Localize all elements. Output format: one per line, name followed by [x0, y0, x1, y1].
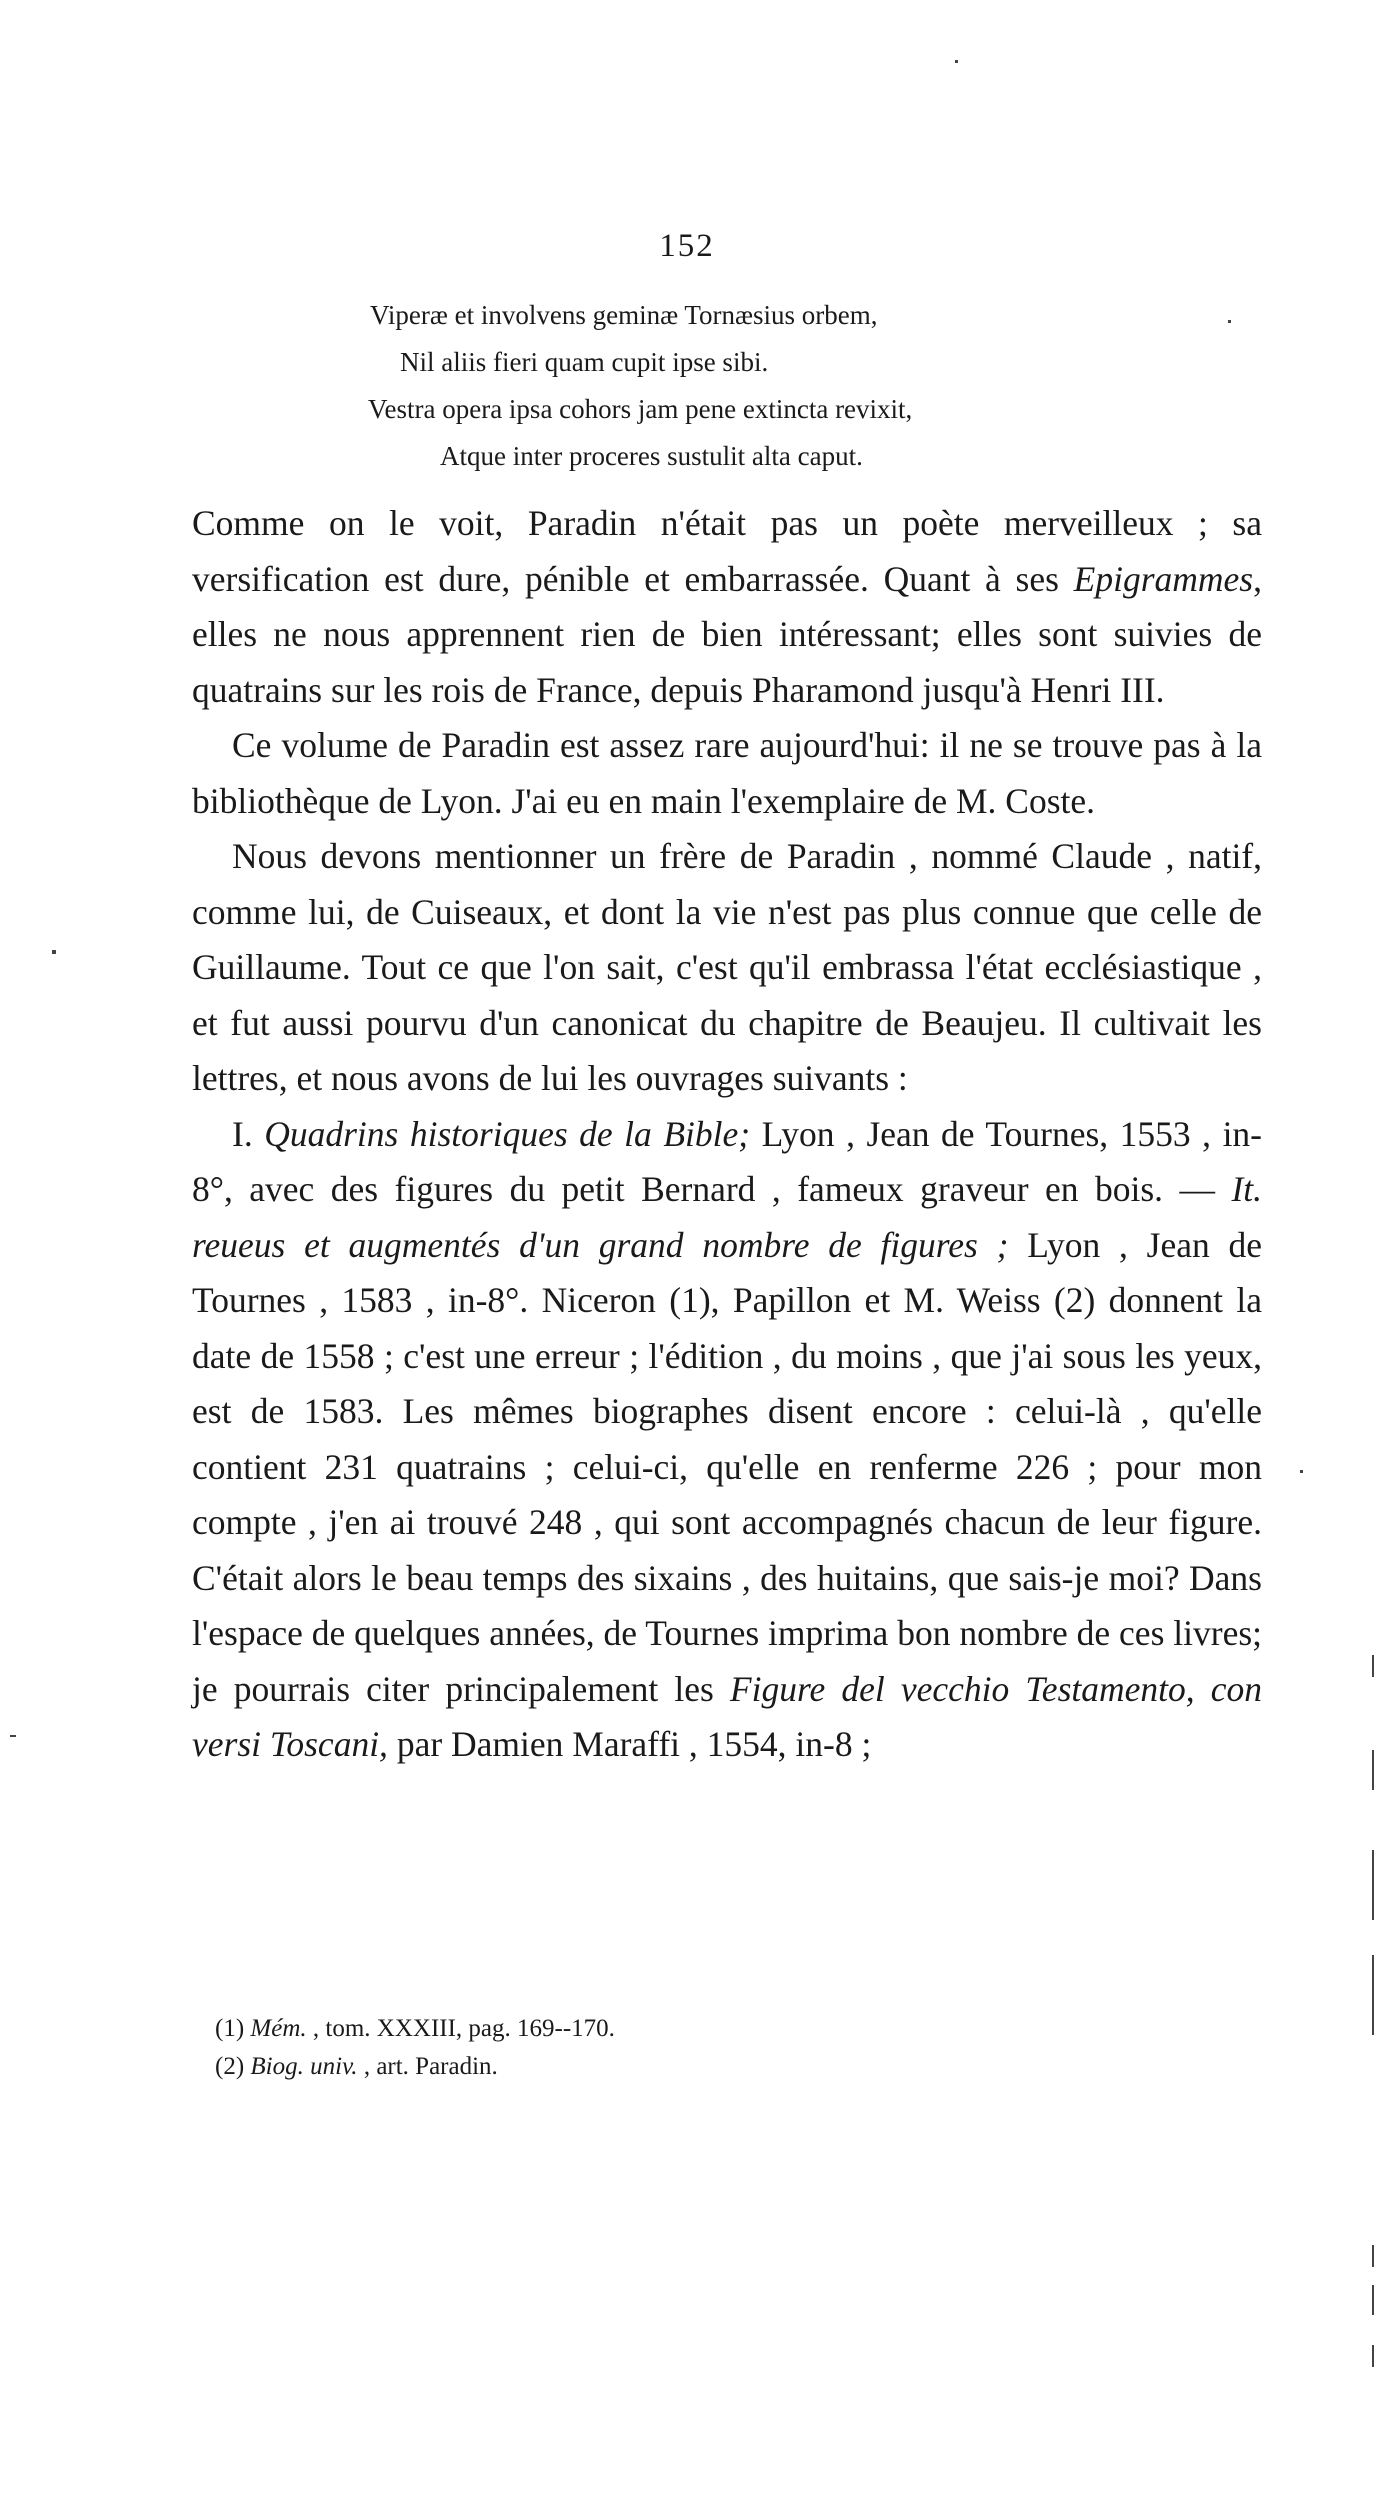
body-text — [192, 496, 1262, 1773]
text-run: Lyon , Jean de Tournes , 1583 , in-8°. Niceron (1), Papillon et M. Weiss (2) donnent la date de 1558 ; c'est une erreur ; l'édition , du moins , que j'ai sous les yeux, est de 1583. Les mêmes biographes disent encore : celui-là , qu'elle contient 231 quatrains ; celui-ci, qu'elle en renferme 226 ; pour mon compte , j'en ai trouvé 248 , qui sont accompagnés chacun de leur figure. C'était alors le beau temps des sixains , des huitains, que sais-je moi? Dans l'espace de quelques années, de Tournes imprima bon nombre de ces livres; je pourrais citer principalement les — [192, 1224, 1262, 1709]
scan-mark — [955, 60, 958, 63]
italic-title: Figure del vecchio Testamento, con versi Toscani, — [192, 1668, 1262, 1764]
verse-line: Vestra opera ipsa cohors jam pene extincta revixit, — [368, 394, 913, 424]
scan-mark — [1300, 1470, 1303, 1473]
footnote — [215, 2010, 615, 2048]
footnote-number: (2) — [215, 2053, 251, 2080]
footnotes — [215, 2010, 615, 2086]
italic-title: Quadrins historiques de la Bible; — [264, 1113, 751, 1154]
text-run: par Damien Maraffi , 1554, in-8 ; — [387, 1724, 872, 1764]
verse-line: Nil aliis fieri quam cupit ipse sibi. — [400, 347, 769, 377]
paragraph — [192, 1107, 1262, 1773]
paragraph — [192, 496, 1262, 718]
footnote-text: , tom. XXXIII, pag. 169--170. — [306, 2015, 615, 2042]
scan-mark — [10, 1735, 16, 1737]
footnote-text: , art. Paradin. — [357, 2053, 498, 2080]
text-run: , elles ne nous apprennent rien de bien intéressant; elles sont suivies de quatrains sur les rois de France, depuis Pharamond jusqu'à Henri III. — [192, 558, 1262, 710]
paragraph: Nous devons mentionner un frère de Paradin , nommé Claude , natif, comme lui, de Cuiseaux, et dont la vie n'est pas plus connue que celle de Guillaume. Tout ce que l'on sait, c'est qu'il embrassa l'état ecclésiastique , et fut aussi pourvu d'un canonicat du chapitre de Beaujeu. Il cultivait les lettres, et nous avons de lui les ouvrages suivants : — [192, 836, 1262, 1098]
verse-line: Viperæ et involvens geminæ Tornæsius orbem, — [370, 300, 878, 330]
item-number: I. — [232, 1113, 265, 1154]
paragraph: Ce volume de Paradin est assez rare aujourd'hui: il ne se trouve pas à la bibliothèque de Lyon. J'ai eu en main l'exemplaire de M. Coste. — [192, 725, 1262, 821]
scan-mark — [52, 950, 56, 954]
text-run: Comme on le voit, Paradin n'était pas un poète merveilleux ; sa versification est dure, pénible et embarrassée. Quant à ses — [192, 503, 1262, 599]
text-run: Lyon , Jean de Tournes, 1553 , in-8°, avec des figures du petit Bernard , fameux graveur en bois. — — [192, 1113, 1262, 1209]
scan-mark — [1228, 320, 1231, 323]
italic-title: It. reueus et augmentés d'un grand nombre de figures ; — [192, 1169, 1262, 1265]
footnote-abbrev: Mém. — [250, 2015, 307, 2042]
footnote-number: (1) — [215, 2015, 251, 2042]
verse-line: Atque inter proceres sustulit alta caput. — [440, 441, 863, 471]
latin-verse — [0, 292, 1374, 480]
footnote — [215, 2048, 615, 2086]
footnote-abbrev: Biog. univ. — [250, 2053, 358, 2080]
page-number: 152 — [659, 228, 715, 264]
italic-title: Epigrammes — [1073, 558, 1254, 599]
